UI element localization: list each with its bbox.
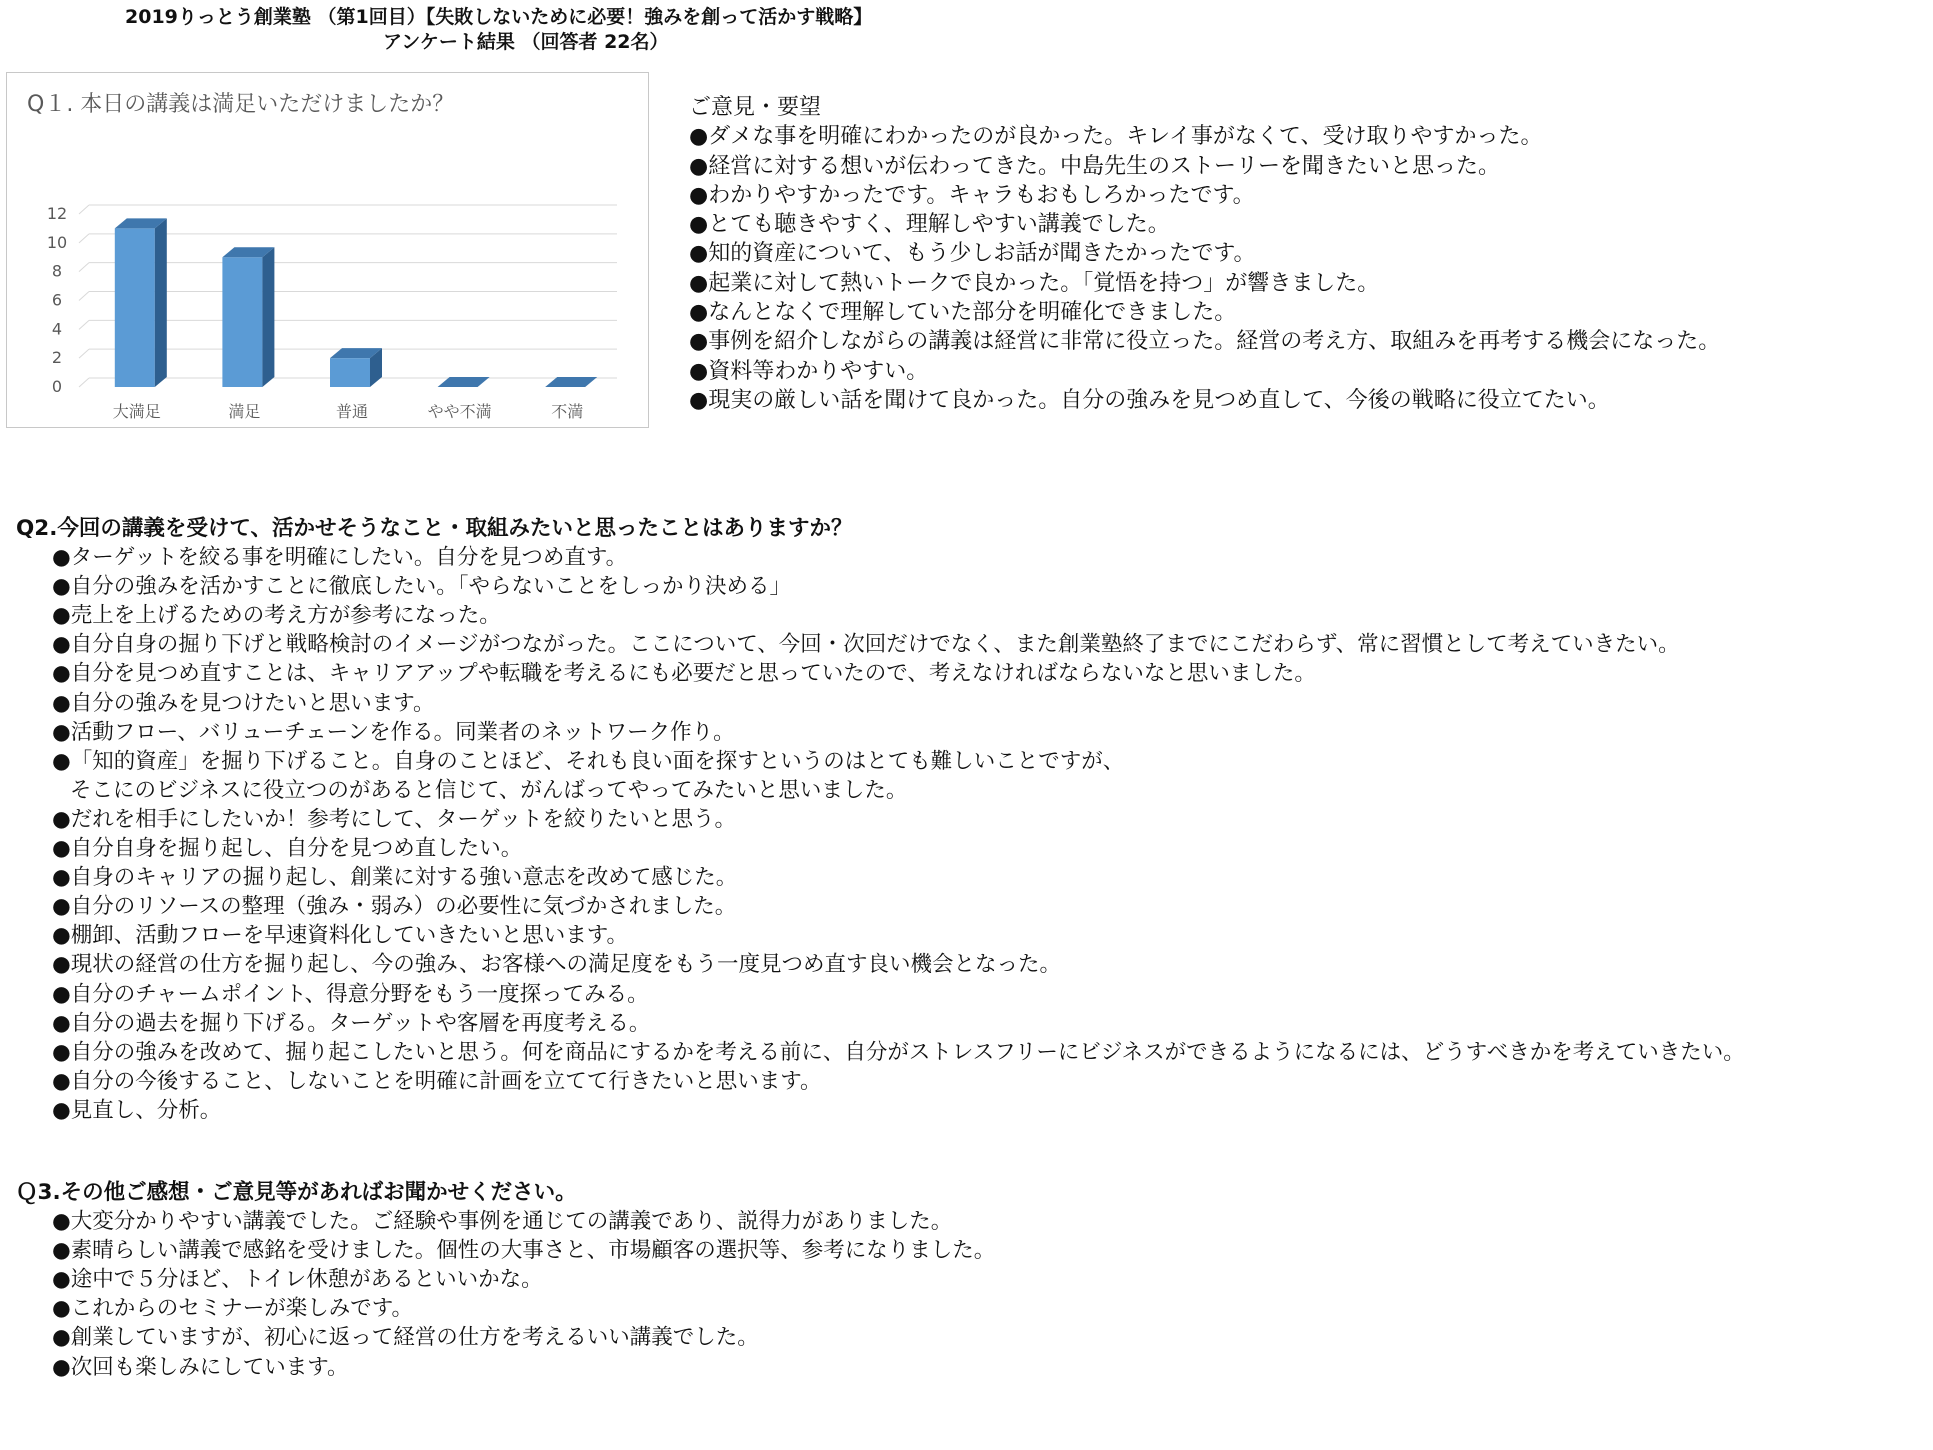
list-item xyxy=(52,689,1916,718)
x-tick-label: 普通 xyxy=(335,402,369,421)
list-item-text: ●自分を見つめ直すことは、キャリアアップや転職を考えるにも必要だと思っていたので、考えなければならないなと思いました。 xyxy=(52,661,1316,687)
y-tick-label: 12 xyxy=(46,204,68,223)
chart-y-axis xyxy=(47,204,67,396)
chart-bar-side xyxy=(262,247,274,387)
list-item-text: ●自分の強みを活かすことに徹底したい。「やらないことをしっかり決める」 xyxy=(52,574,792,600)
y-tick-label: 6 xyxy=(51,290,63,310)
list-item: ●創業していますが、初心に返って経営の仕方を考えるいい講義でした。 xyxy=(52,1325,759,1351)
list-item: ●途中で５分ほど、トイレ休憩があるといいかな。 xyxy=(52,1267,543,1293)
x-tick-label: 満足 xyxy=(228,402,261,421)
chart-x-axis xyxy=(113,402,583,421)
q3-heading: Ｑ3.その他ご感想・ご意見等があればお聞かせください。 xyxy=(16,1180,577,1205)
list-item-text: ●自分自身の掘り下げと戦略検討のイメージがつながった。ここについて、今回・次回だけでなく、また創業塾終了までにこだわらず、常に習慣として考えていきたい。 xyxy=(52,632,1680,658)
list-item xyxy=(52,892,1916,921)
list-item xyxy=(52,1038,1916,1067)
q1-chart xyxy=(6,72,649,428)
list-item: ●起業に対して熱いトークで良かった。「覚悟を持つ」が響きました。 xyxy=(689,270,1380,296)
q2-list xyxy=(52,543,1916,1125)
chart-title: Q１. 本日の講義は満足いただけましたか？ xyxy=(27,92,455,117)
list-item-text: ●だれを相手にしたいか！参考にして、ターゲットを絞りたいと思う。 xyxy=(52,806,736,832)
y-tick-label: 0 xyxy=(51,377,63,396)
y-tick-label: 10 xyxy=(46,232,68,252)
y-tick-label: 4 xyxy=(51,319,63,339)
chart-gridline-depth xyxy=(79,378,89,387)
q3-list xyxy=(52,1207,1916,1382)
list-item xyxy=(52,950,1916,979)
q3-section xyxy=(16,1178,1916,1382)
list-item: ●なんとなくで理解していた部分を明確化できました。 xyxy=(689,300,1237,326)
list-item-text: ●「知的資産」を掘り下げること。自身のことほど、それも良い面を探すというのはとても難しいことですが、 xyxy=(52,748,1125,774)
list-item xyxy=(52,659,1916,688)
list-item-text: ●自分の強みを改めて、掘り起こしたいと思う。何を商品にするかを考える前に、自分がストレスフリーにビジネスができるようになるには、どうすべきかを考えていきたい。 xyxy=(52,1039,1745,1065)
comments-heading: ご意見・要望 xyxy=(689,95,822,120)
document-subtitle: アンケート結果 （回答者 22名） xyxy=(383,31,669,53)
x-tick-label: 大満足 xyxy=(112,402,161,421)
list-item: ●事例を紹介しながらの講義は経営に非常に役立った。経営の考え方、取組みを再考する機会になった。 xyxy=(689,329,1721,355)
list-item-text: ●ターゲットを絞る事を明確にしたい。自分を見つめ直す。 xyxy=(52,545,628,571)
list-item-text: ●見直し、分析。 xyxy=(52,1097,222,1123)
chart-gridline-depth xyxy=(79,234,89,243)
document-title: 2019りっとう創業塾 （第1回目）【失敗しないために必要！強みを創って活かす戦略】 xyxy=(125,6,873,28)
list-item-text: ●自分のリソースの整理（強み・弱み）の必要性に気づかされました。 xyxy=(52,894,737,920)
list-item-text: ●現状の経営の仕方を掘り起し、今の強み、お客様への満足度をもう一度見つめ直す良い機会となった。 xyxy=(52,952,1062,978)
comments-section xyxy=(689,93,1919,415)
list-item xyxy=(52,980,1916,1009)
list-item-text: ●自分の過去を掘り下げる。ターゲットや客層を再度考える。 xyxy=(52,1010,651,1036)
chart-gridline-depth xyxy=(79,292,89,301)
list-item xyxy=(52,1096,1916,1125)
list-item-continuation: そこにのビジネスに役立つのがあると信じて、がんばってやってみたいと思いました。 xyxy=(70,777,908,803)
list-item: ●経営に対する想いが伝わってきた。中島先生のストーリーを聞きたいと思った。 xyxy=(689,153,1500,179)
list-item xyxy=(52,718,1916,747)
list-item-text: ●自分の強みを見つけたいと思います。 xyxy=(52,690,435,716)
list-item xyxy=(52,1067,1916,1096)
q2-heading: Q2.今回の講義を受けて、活かせそうなこと・取組みたいと思ったことはありますか？ xyxy=(16,516,853,541)
list-item: ●わかりやすかったです。キャラもおもしろかったです。 xyxy=(689,182,1255,208)
list-item: ●これからのセミナーが楽しみです。 xyxy=(52,1296,414,1322)
chart-bar-front xyxy=(330,358,370,387)
list-item-text: ●活動フロー、バリューチェーンを作る。同業者のネットワーク作り。 xyxy=(52,719,735,745)
list-item xyxy=(52,921,1916,950)
list-item: ●次回も楽しみにしています。 xyxy=(52,1354,349,1380)
x-tick-label: やや不満 xyxy=(427,402,492,421)
list-item-text: ●自分のチャームポイント、得意分野をもう一度探ってみる。 xyxy=(52,981,649,1007)
list-item xyxy=(52,863,1916,892)
list-item: ●素晴らしい講義で感銘を受けました。個性の大事さと、市場顧客の選択等、参考になりました。 xyxy=(52,1238,996,1264)
list-item xyxy=(52,601,1916,630)
y-tick-label: 2 xyxy=(51,348,63,368)
list-item: ●知的資産について、もう少しお話が聞きたかったです。 xyxy=(689,241,1256,267)
list-item xyxy=(52,630,1916,659)
q1-chart-svg xyxy=(7,73,650,429)
x-tick-label: 不満 xyxy=(551,402,584,421)
list-item: ●とても聴きやすく、理解しやすい講義でした。 xyxy=(689,212,1170,238)
list-item xyxy=(52,747,1916,805)
list-item xyxy=(52,1009,1916,1038)
list-item: ●資料等わかりやすい。 xyxy=(689,358,929,384)
q2-section xyxy=(16,514,1916,1125)
list-item-text: ●自身のキャリアの掘り起し、創業に対する強い意志を改めて感じた。 xyxy=(52,865,738,891)
comments-list xyxy=(689,122,1919,415)
y-tick-label: 8 xyxy=(51,261,63,281)
list-item-text: ●売上を上げるための考え方が参考になった。 xyxy=(52,603,501,629)
list-item-text: ●自分の今後すること、しないことを明確に計画を立てて行きたいと思います。 xyxy=(52,1068,822,1094)
list-item xyxy=(52,543,1916,572)
list-item: ●ダメな事を明確にわかったのが良かった。キレイ事がなくて、受け取りやすかった。 xyxy=(689,124,1543,150)
chart-bar-front xyxy=(115,228,155,387)
chart-gridline-depth xyxy=(79,263,89,272)
chart-bar-front xyxy=(222,257,262,387)
list-item: ●大変分かりやすい講義でした。ご経験や事例を通じての講義であり、説得力がありました。 xyxy=(52,1209,953,1235)
chart-bars xyxy=(115,218,597,387)
chart-gridline-depth xyxy=(79,205,89,214)
list-item: ●現実の厳しい話を聞けて良かった。自分の強みを見つめ直して、今後の戦略に役立てたい。 xyxy=(689,387,1610,413)
list-item xyxy=(52,572,1916,601)
list-item xyxy=(52,805,1916,834)
chart-gridline-depth xyxy=(79,349,89,358)
list-item-text: ●棚卸、活動フローを早速資料化していきたいと思います。 xyxy=(52,923,629,949)
chart-gridline-depth xyxy=(79,320,89,329)
list-item-text: ●自分自身を掘り起し、自分を見つめ直したい。 xyxy=(52,836,523,862)
list-item xyxy=(52,834,1916,863)
chart-bar-side xyxy=(155,218,167,387)
